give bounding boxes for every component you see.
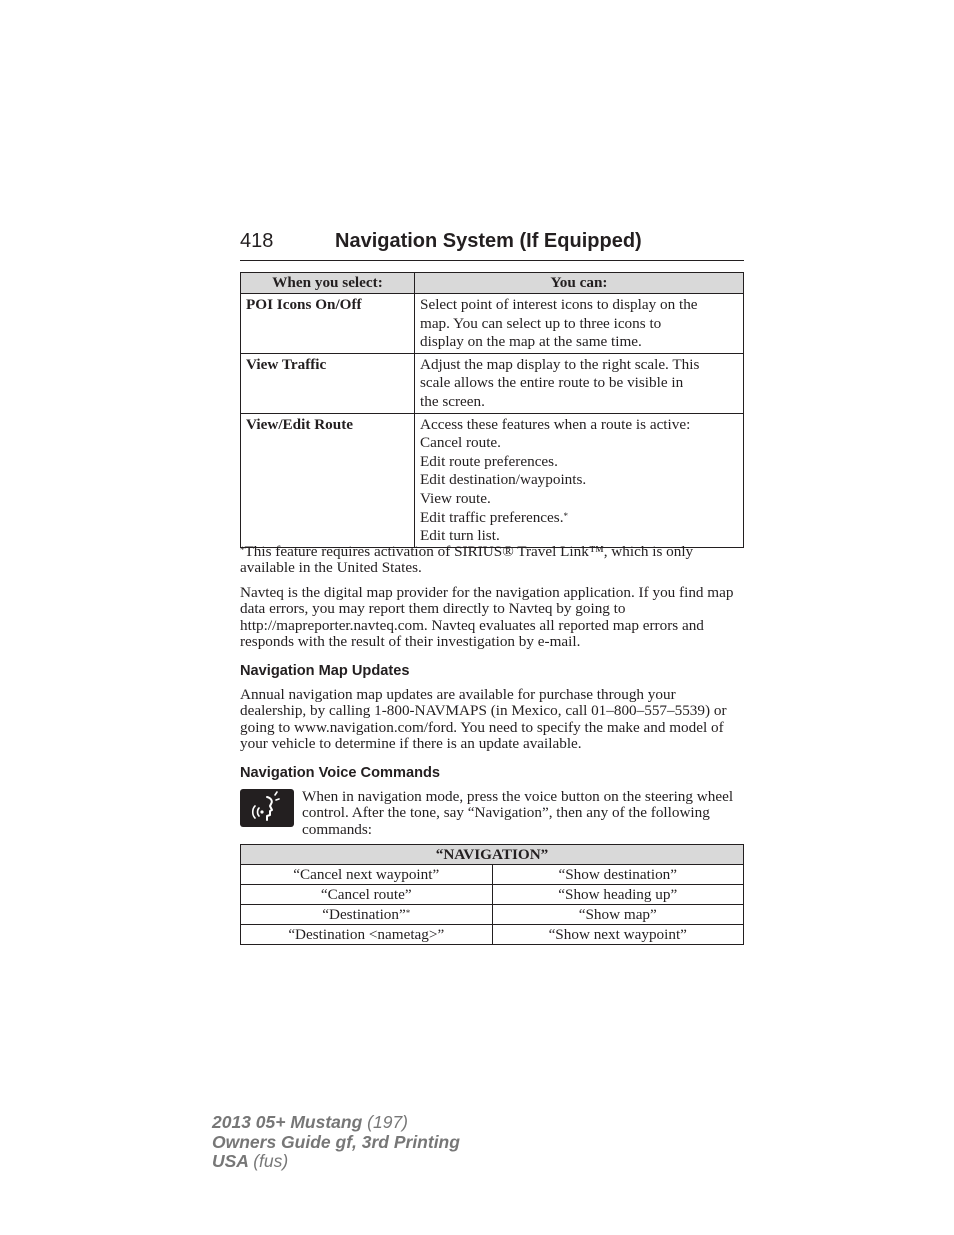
voice-button-icon-graphic: [240, 789, 294, 827]
navigation-command-header: “NAVIGATION”: [241, 845, 744, 865]
table-row: [241, 865, 744, 885]
row-description-view-traffic: [415, 353, 744, 413]
command-cell: “Cancel route”: [241, 885, 493, 905]
command-cell: “Show next waypoint”: [492, 925, 744, 945]
footnote-marker: *: [563, 510, 568, 521]
table-header-row: [241, 273, 744, 294]
command-cell: [241, 905, 493, 925]
row-description-view-edit-route: [415, 413, 744, 547]
command-cell: “Show heading up”: [492, 885, 744, 905]
description-line: display on the map at the same time.: [420, 333, 642, 351]
footnote: [240, 544, 744, 577]
description-line: View route.: [420, 489, 491, 507]
command-cell: “Show map”: [492, 905, 744, 925]
description-line: Adjust the map display to the right scale. This: [420, 355, 700, 373]
command-cell: “Destination <nametag>”: [241, 925, 493, 945]
footer-line: [212, 1152, 460, 1172]
footnote-marker: *: [405, 907, 411, 918]
row-select-view-edit-route: View/Edit Route: [241, 413, 415, 547]
voice-commands-heading: Navigation Voice Commands: [240, 765, 441, 781]
footer-market-code: (fus): [253, 1151, 289, 1171]
page-title: Navigation System (If Equipped): [335, 230, 642, 252]
page-number: 418: [240, 230, 274, 252]
table-row: [241, 353, 744, 413]
command-cell: “Show destination”: [492, 865, 744, 885]
column-header-select: When you select:: [241, 273, 415, 294]
command-cell: “Cancel next waypoint”: [241, 865, 493, 885]
navteq-paragraph: Navteq is the digital map provider for the navigation application. If you find map data errors, you may report them directly to Navteq by going to http://mapreporter.navteq.com. Navteq evaluates all reported map errors and responds with the result of their investigation by e-mail.: [240, 584, 734, 651]
footnote-text: This feature requires activation of SIRIUS® Travel Link™, which is only available in the United States.: [240, 543, 694, 577]
footer-market: USA: [212, 1151, 249, 1171]
description-line: Edit route preferences.: [420, 452, 558, 470]
table-row: [241, 905, 744, 925]
voice-commands-paragraph: When in navigation mode, press the voice button on the steering wheel control. After the tone, say “Navigation”, then any of the following commands:: [302, 788, 734, 838]
description-line: Select point of interest icons to display on the: [420, 296, 698, 313]
description-line: Cancel route.: [420, 434, 501, 452]
description-line: the screen.: [420, 392, 485, 410]
row-select-poi-icons: POI Icons On/Off: [241, 294, 415, 354]
row-select-view-traffic: View Traffic: [241, 353, 415, 413]
voice-button-icon: [240, 789, 294, 827]
table-row: [241, 413, 744, 547]
footer-model-code: (197): [367, 1112, 409, 1132]
table-row: [241, 925, 744, 945]
footer-line: Owners Guide gf, 3rd Printing: [212, 1131, 460, 1152]
footer-line: [212, 1113, 460, 1133]
page-header: [240, 228, 744, 261]
footer-model: 2013 05+ Mustang: [212, 1112, 363, 1132]
command-text: “Destination”: [322, 905, 406, 923]
description-line: Edit turn list.: [420, 527, 500, 545]
navigation-command-table: [240, 844, 744, 945]
description-text: Edit traffic preferences.: [420, 508, 564, 526]
table-header-row: [241, 845, 744, 865]
row-description-poi-icons: [415, 294, 744, 354]
description-line: Access these features when a route is active:: [420, 415, 691, 433]
description-line: Edit destination/waypoints.: [420, 471, 587, 489]
column-header-can: You can:: [415, 273, 744, 294]
description-line: map. You can select up to three icons to: [420, 314, 662, 332]
map-updates-paragraph: Annual navigation map updates are available for purchase through your dealership, by calling 1-800-NAVMAPS (in Mexico, call 01–800–557–5539) or going to www.navigation.com/ford. You need to specify the make and model of your vehicle to determine if there is an update available.: [240, 686, 727, 753]
feature-table: [240, 272, 744, 548]
map-updates-heading: Navigation Map Updates: [240, 663, 410, 679]
table-row: [241, 294, 744, 354]
document-footer: [212, 1113, 460, 1172]
table-row: [241, 885, 744, 905]
description-line: scale allows the entire route to be visible in: [420, 374, 684, 392]
footnote-marker: *: [240, 545, 245, 555]
description-line: [420, 509, 738, 528]
